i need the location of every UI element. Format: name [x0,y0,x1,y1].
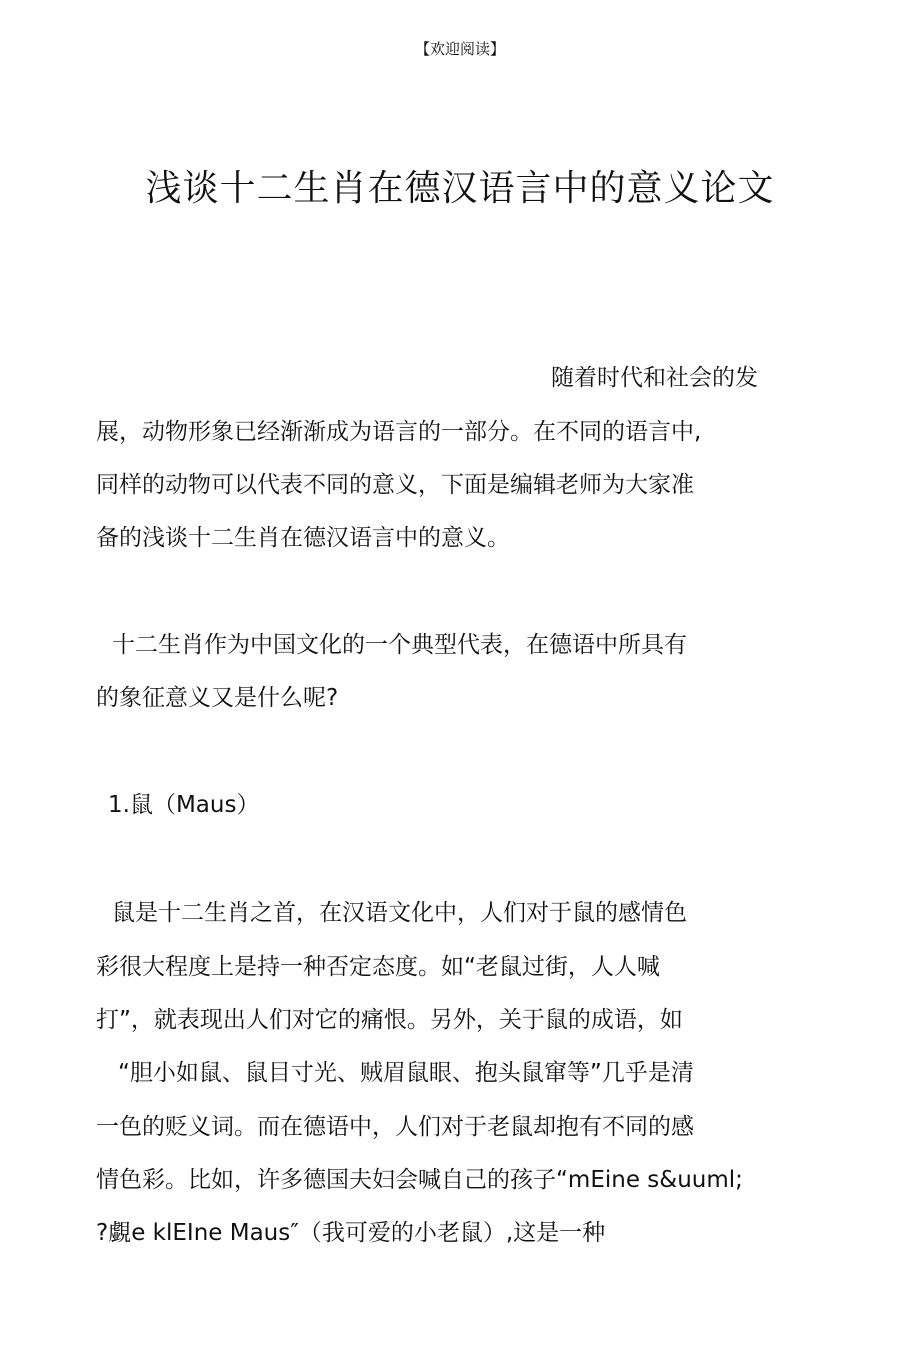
section-heading: 1.鼠（Maus） [108,792,260,818]
document-title: 浅谈十二生肖在德汉语言中的意义论文 [145,168,775,210]
paragraph-line: 的象征意义又是什么呢? [96,685,339,711]
paragraph-line: 同样的动物可以代表不同的意义，下面是编辑老师为大家准 [96,472,694,498]
paragraph-line: 彩很大程度上是持一种否定态度。如“老鼠过街，人人喊 [96,954,660,980]
paragraph-line: 鼠是十二生肖之首，在汉语文化中，人们对于鼠的感情色 [112,900,687,926]
paragraph-line: 十二生肖作为中国文化的一个典型代表，在德语中所具有 [112,632,687,658]
paragraph-line: 随着时代和社会的发 [551,365,758,391]
paragraph-line: 展，动物形象已经渐渐成为语言的一部分。在不同的语言中, [96,419,702,445]
paragraph-line: 一色的贬义词。而在德语中，人们对于老鼠却抱有不同的感 [96,1114,694,1140]
paragraph-line: ?覷e klEIne Maus″（我可爱的小老鼠）,这是一种 [96,1220,606,1246]
paragraph-line: 备的浅谈十二生肖在德汉语言中的意义。 [96,525,510,551]
paragraph-line: 情色彩。比如，许多德国夫妇会喊自己的孩子“mEine s&uuml; [96,1167,743,1193]
paragraph-line: “胆小如鼠、鼠目寸光、贼眉鼠眼、抱头鼠窜等”几乎是清 [118,1060,694,1086]
header-note: 【欢迎阅读】 [414,40,505,58]
paragraph-line: 打”，就表现出人们对它的痛恨。另外，关于鼠的成语，如 [96,1007,683,1033]
